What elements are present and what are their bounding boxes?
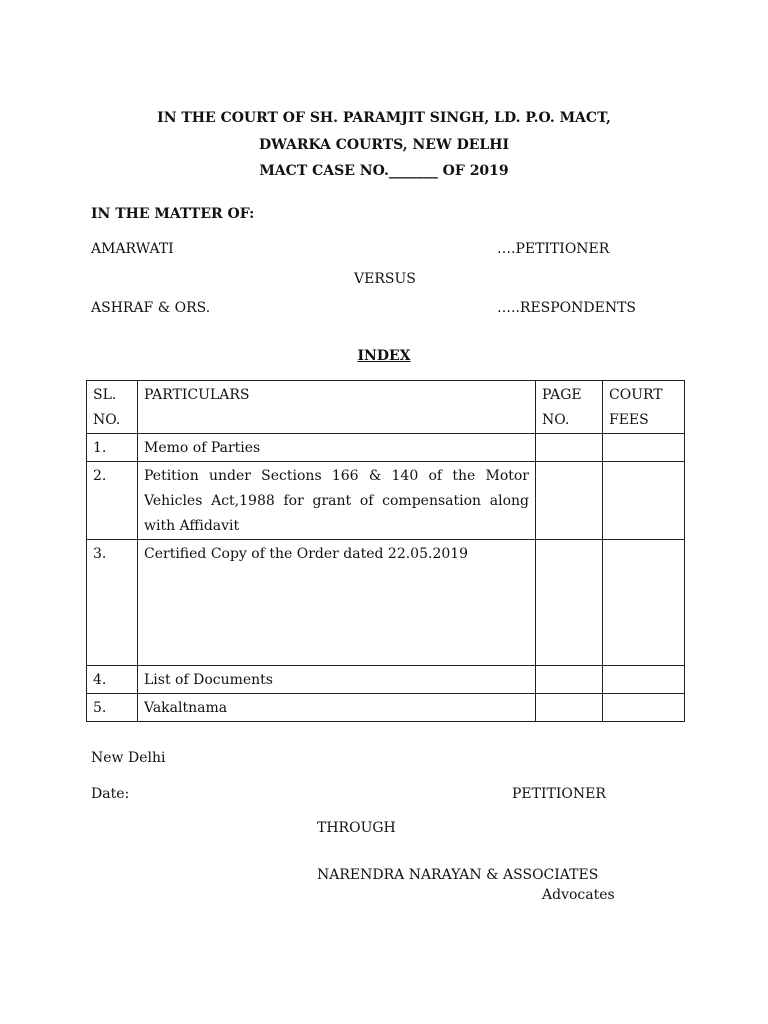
header-fees-line1: COURT	[609, 387, 663, 403]
row-particulars: Petition under Sections 166 & 140 of the Motor Vehicles Act,1988 for grant of compensation along with Affidavit	[138, 462, 536, 540]
respondent-role: …..RESPONDENTS	[497, 300, 637, 316]
versus-label: VERSUS	[354, 271, 416, 287]
row-fees	[603, 434, 685, 462]
row-sl: 3.	[87, 540, 138, 666]
row-page	[536, 434, 603, 462]
row-sl: 5.	[87, 694, 138, 722]
row-fees	[603, 666, 685, 694]
row-sl: 2.	[87, 462, 138, 540]
header-page-no	[536, 381, 603, 434]
table-row	[87, 666, 685, 694]
petitioner-role: ….PETITIONER	[497, 241, 610, 257]
header-sl-no	[87, 381, 138, 434]
header-sl-line1: SL.	[93, 387, 117, 403]
matter-heading: IN THE MATTER OF:	[91, 206, 255, 222]
table-row	[87, 462, 685, 540]
respondent-name: ASHRAF & ORS.	[91, 300, 211, 316]
advocates-label: Advocates	[542, 887, 615, 903]
table-row	[87, 540, 685, 666]
case-number-line: MACT CASE NO._______ OF 2019	[259, 163, 509, 179]
row-fees	[603, 462, 685, 540]
row-particulars: List of Documents	[138, 666, 536, 694]
row-fees	[603, 540, 685, 666]
index-table	[86, 380, 685, 722]
index-header-row	[87, 381, 685, 434]
header-court-fees	[603, 381, 685, 434]
date-label: Date:	[91, 786, 130, 802]
header-page-line1: PAGE	[542, 387, 582, 403]
petitioner-signature-label: PETITIONER	[512, 786, 606, 802]
header-fees-line2: FEES	[609, 412, 649, 428]
row-particulars: Certified Copy of the Order dated 22.05.2019	[138, 540, 536, 666]
header-particulars: PARTICULARS	[138, 381, 536, 434]
table-row	[87, 434, 685, 462]
row-sl: 1.	[87, 434, 138, 462]
row-particulars: Memo of Parties	[138, 434, 536, 462]
header-sl-line2: NO.	[93, 412, 121, 428]
row-page	[536, 666, 603, 694]
advocate-firm-name: NARENDRA NARAYAN & ASSOCIATES	[317, 867, 599, 883]
table-row	[87, 694, 685, 722]
row-fees	[603, 694, 685, 722]
row-sl: 4.	[87, 666, 138, 694]
place-label: New Delhi	[91, 750, 166, 766]
through-label: THROUGH	[317, 820, 396, 836]
index-title: INDEX	[357, 348, 411, 364]
row-page	[536, 462, 603, 540]
court-title-line2: DWARKA COURTS, NEW DELHI	[258, 137, 509, 153]
header-page-line2: NO.	[542, 412, 570, 428]
row-page	[536, 540, 603, 666]
row-page	[536, 694, 603, 722]
row-particulars: Vakaltnama	[138, 694, 536, 722]
court-title-line1: IN THE COURT OF SH. PARAMJIT SINGH, LD. P.O. MACT,	[157, 110, 611, 126]
petitioner-name: AMARWATI	[91, 241, 174, 257]
